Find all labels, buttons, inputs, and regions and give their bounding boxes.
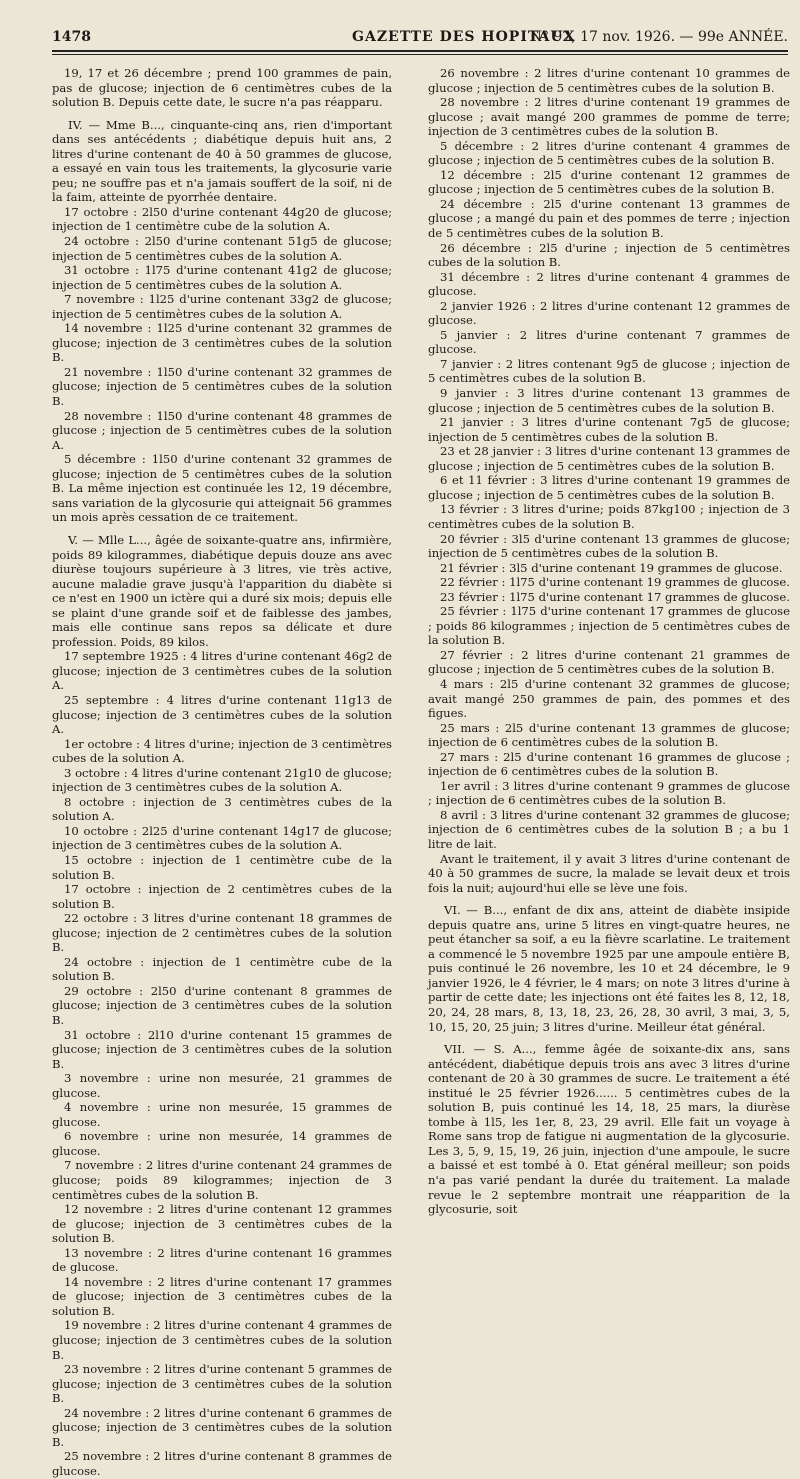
entry-paragraph: 7 novembre : 2 litres d'urine contenant 24 grammes de glucose; poids 89 kilogrammes; injection de 3 centimètres cubes de la solution B. xyxy=(52,1158,392,1202)
entry-paragraph: 28 novembre : 1l50 d'urine contenant 48 grammes de glucose ; injection de 5 centimètres cubes de la solution A. xyxy=(52,408,392,452)
issue-info: N° 92, 17 nov. 1926. — 99e ANNÉE. xyxy=(529,29,788,45)
entry-paragraph: 1er avril : 3 litres d'urine contenant 9 grammes de glucose ; injection de 6 centimètres cubes de la solution B. xyxy=(428,778,790,808)
entry-paragraph: 10 octobre : 2l25 d'urine contenant 14g17 de glucose; injection de 3 centimètres cubes de la solution A. xyxy=(52,823,392,853)
entry-paragraph: 12 décembre : 2l5 d'urine contenant 12 grammes de glucose ; injection de 5 centimètres cubes de la solution B. xyxy=(428,167,790,197)
header-rule-thin xyxy=(52,54,788,55)
entry-paragraph: 19, 17 et 26 décembre ; prend 100 grammes de pain, pas de glucose; injection de 6 centimètres cubes de la solution B. Depuis cette date, le sucre n'a pas réapparu. xyxy=(52,66,392,110)
entry-paragraph: 14 novembre : 1l25 d'urine contenant 32 grammes de glucose; injection de 3 centimètres cubes de la solution B. xyxy=(52,321,392,365)
entry-paragraph: 27 mars : 2l5 d'urine contenant 16 grammes de glucose ; injection de 6 centimètres cubes de la solution B. xyxy=(428,749,790,779)
entry-paragraph: 5 décembre : 2 litres d'urine contenant 4 grammes de glucose ; injection de 5 centimètres cubes de la solution B. xyxy=(428,138,790,168)
entry-paragraph: 6 novembre : urine non mesurée, 14 grammes de glucose. xyxy=(52,1129,392,1158)
entry-paragraph: 4 mars : 2l5 d'urine contenant 32 grammes de glucose; avait mangé 250 grammes de pain, des pommes et des figues. xyxy=(428,676,790,721)
entry-paragraph: 23 et 28 janvier : 3 litres d'urine contenant 13 grammes de glucose ; injection de 5 centimètres cubes de la solution B. xyxy=(428,444,790,473)
entry-paragraph: 5 décembre : 1l50 d'urine contenant 32 grammes de glucose; injection de 5 centimètres cubes de la solution B. La même injection est continuée les 12, 19 décembre, sans variation de la glycosurie qui atteignait 56 grammes un mois après cessation de ce traitement. xyxy=(52,452,392,525)
entry-paragraph: 25 mars : 2l5 d'urine contenant 13 grammes de glucose; injection de 6 centimètres cubes de la solution B. xyxy=(428,720,790,750)
entry-paragraph: 17 septembre 1925 : 4 litres d'urine contenant 46g2 de glucose; injection de 3 centimètres cubes de la solution A. xyxy=(52,649,392,693)
publication-title: GAZETTE DES HOPITAUX xyxy=(352,29,576,45)
entry-paragraph: 26 décembre : 2l5 d'urine ; injection de 5 centimètres cubes de la solution B. xyxy=(428,240,790,270)
entry-paragraph: 25 novembre : 2 litres d'urine contenant 8 grammes de glucose. xyxy=(52,1449,392,1478)
case-heading-paragraph: IV. — Mme B..., cinquante-cinq ans, rien d'important dans ses antécédents ; diabétique depuis huit ans, 2 litres d'urine contenant de 40 à 50 grammes de glucose, a essayé en vain tous les traitements, la glycosurie varie peu; ne souffre pas et n'a jamais souffert de la soif, ni de la faim, atteinte de pyorrhée dentaire. xyxy=(52,117,392,205)
entry-paragraph: 3 novembre : urine non mesurée, 21 grammes de glucose. xyxy=(52,1071,392,1100)
entry-paragraph: 25 septembre : 4 litres d'urine contenant 11g13 de glucose; injection de 3 centimètres cubes de la solution A. xyxy=(52,692,392,737)
entry-paragraph: 17 octobre : 2l50 d'urine contenant 44g20 de glucose; injection de 1 centimètre cube de la solution A. xyxy=(52,204,392,234)
entry-paragraph: 7 janvier : 2 litres contenant 9g5 de glucose ; injection de 5 centimètres cubes de la solution B. xyxy=(428,356,790,386)
entry-paragraph: 24 octobre : 2l50 d'urine contenant 51g5 de glucose; injection de 5 centimètres cubes de la solution A. xyxy=(52,234,392,263)
entry-paragraph: 31 octobre : 1l75 d'urine contenant 41g2 de glucose; injection de 5 centimètres cubes de la solution A. xyxy=(52,263,392,292)
case-heading-paragraph: VII. — S. A..., femme âgée de soixante-dix ans, sans antécédent, diabétique depuis trois ans avec 3 litres d'urine contenant de 20 à 30 grammes de sucre. Le traitement a été institué le 25 février 1926...... 5 centimètres cubes de la solution B, puis continué les 14, 18, 25 mars, la diurèse tombe à 1l5, les 1er, 8, 23, 29 avril. Elle fait un voyage à Rome sans trop de fatigue ni augmentation de la glycosurie. Les 3, 5, 9, 15, 19, 26 juin, injection d'une ampoule, le sucre a baissé et est tombé à 0. Etat général meilleur; son poids n'a pas varié pendant la durée du traitement. La malade revue le 2 septembre montrait une réapparition de la glycosurie, soit xyxy=(428,1042,790,1217)
entry-paragraph: 8 avril : 3 litres d'urine contenant 32 grammes de glucose; injection de 6 centimètres cubes de la solution B ; a bu 1 litre de lait. xyxy=(428,807,790,851)
entry-paragraph: 26 novembre : 2 litres d'urine contenant 10 grammes de glucose ; injection de 5 centimètres cubes de la solution B. xyxy=(428,66,790,95)
entry-paragraph: 2 janvier 1926 : 2 litres d'urine contenant 12 grammes de glucose. xyxy=(428,298,790,328)
entry-paragraph: 31 octobre : 2l10 d'urine contenant 15 grammes de glucose; injection de 3 centimètres cubes de la solution B. xyxy=(52,1027,392,1071)
entry-paragraph: 12 novembre : 2 litres d'urine contenant 12 grammes de glucose; injection de 3 centimètres cubes de la solution B. xyxy=(52,1202,392,1246)
entry-paragraph: 21 février : 3l5 d'urine contenant 19 grammes de glucose. xyxy=(440,560,783,575)
entry-paragraph: 23 février : 1l75 d'urine contenant 17 grammes de glucose. xyxy=(440,589,790,604)
entry-paragraph: 14 novembre : 2 litres d'urine contenant 17 grammes de glucose; injection de 3 centimètres cubes de la solution B. xyxy=(52,1274,392,1318)
entry-paragraph: 13 février : 3 litres d'urine; poids 87kg100 ; injection de 3 centimètres cubes de la solution B. xyxy=(428,502,790,531)
entry-paragraph: 27 février : 2 litres d'urine contenant 21 grammes de glucose ; injection de 5 centimètres cubes de la solution B. xyxy=(428,647,790,677)
header-rule-thick xyxy=(52,50,788,52)
entry-paragraph: 8 octobre : injection de 3 centimètres cubes de la solution A. xyxy=(52,794,392,824)
entry-paragraph: 20 février : 3l5 d'urine contenant 13 grammes de glucose; injection de 5 centimètres cubes de la solution B. xyxy=(428,531,790,561)
entry-paragraph: 28 novembre : 2 litres d'urine contenant 19 grammes de glucose ; avait mangé 200 grammes de pomme de terre; injection de 3 centimètres cubes de la solution B. xyxy=(428,95,790,139)
entry-paragraph: 21 novembre : 1l50 d'urine contenant 32 grammes de glucose; injection de 5 centimètres cubes de la solution B. xyxy=(52,364,392,409)
entry-paragraph: 24 octobre : injection de 1 centimètre cube de la solution B. xyxy=(52,954,392,984)
entry-paragraph: 25 février : 1l75 d'urine contenant 17 grammes de glucose ; poids 86 kilogrammes ; injection de 5 centimètres cubes de la solution B. xyxy=(428,604,790,648)
case-heading-paragraph: V. — Mlle L..., âgée de soixante-quatre ans, infirmière, poids 89 kilogrammes, diabétique depuis douze ans avec diurèse toujours supérieure à 3 litres, vie très active, aucune maladie grave jusqu'à l'apparition du diabète si ce n'est en 1900 un ictère qui a duré six mois; depuis elle se plaint d'une grande soif et de faiblesse des jambes, mais elle continue sans repos sa délicate et dure profession. Poids, 89 kilos. xyxy=(52,532,392,649)
page-header xyxy=(52,26,788,48)
entry-paragraph: 23 novembre : 2 litres d'urine contenant 5 grammes de glucose; injection de 3 centimètres cubes de la solution B. xyxy=(52,1362,392,1406)
entry-paragraph: 22 février : 1l75 d'urine contenant 19 grammes de glucose. xyxy=(440,575,790,590)
entry-paragraph: 22 octobre : 3 litres d'urine contenant 18 grammes de glucose; injection de 2 centimètres cubes de la solution B. xyxy=(52,911,392,955)
entry-paragraph: 6 et 11 février : 3 litres d'urine contenant 19 grammes de glucose ; injection de 5 centimètres cubes de la solution B. xyxy=(428,473,790,502)
entry-paragraph: 4 novembre : urine non mesurée, 15 grammes de glucose. xyxy=(52,1100,392,1129)
entry-paragraph: 13 novembre : 2 litres d'urine contenant 16 grammes de glucose. xyxy=(52,1245,392,1275)
entry-paragraph: 7 novembre : 1l25 d'urine contenant 33g2 de glucose; injection de 5 centimètres cubes de la solution A. xyxy=(52,292,392,321)
entry-paragraph: 31 décembre : 2 litres d'urine contenant 4 grammes de glucose. xyxy=(428,269,790,299)
entry-paragraph: 19 novembre : 2 litres d'urine contenant 4 grammes de glucose; injection de 3 centimètres cubes de la solution B. xyxy=(52,1318,392,1362)
case-heading-paragraph: VI. — B..., enfant de dix ans, atteint de diabète insipide depuis quatre ans, urine 5 litres en vingt-quatre heures, ne peut étancher sa soif, a eu la fièvre scarlatine. Le traitement a commencé le 5 novembre 1925 par une ampoule entière B, puis continué le 26 novembre, les 10 et 24 décembre, le 9 janvier 1926, le 4 février, le 4 mars; on note 3 litres d'urine à partir de cette date; les injections ont été faites les 8, 12, 18, 20, 24, 28 mars, 8, 13, 18, 23, 26, 28, 30 avril, 3 mai, 3, 5, 10, 15, 20, 25 juin; 3 litres d'urine. Meilleur état général. xyxy=(428,903,790,1034)
left-column xyxy=(52,66,392,1478)
entry-paragraph: 3 octobre : 4 litres d'urine contenant 21g10 de glucose; injection de 3 centimètres cubes de la solution A. xyxy=(52,765,392,795)
entry-paragraph: 24 décembre : 2l5 d'urine contenant 13 grammes de glucose ; a mangé du pain et des pommes de terre ; injection de 5 centimètres cubes de la solution B. xyxy=(428,196,790,241)
entry-paragraph: 5 janvier : 2 litres d'urine contenant 7 grammes de glucose. xyxy=(428,327,790,357)
entry-paragraph: 24 novembre : 2 litres d'urine contenant 6 grammes de glucose; injection de 3 centimètres cubes de la solution B. xyxy=(52,1405,392,1449)
entry-paragraph: 9 janvier : 3 litres d'urine contenant 13 grammes de glucose ; injection de 5 centimètres cubes de la solution B. xyxy=(428,386,790,415)
entry-paragraph: 17 octobre : injection de 2 centimètres cubes de la solution B. xyxy=(52,882,392,911)
right-column xyxy=(428,66,790,1217)
page-number: 1478 xyxy=(52,29,91,45)
entry-paragraph: Avant le traitement, il y avait 3 litres d'urine contenant de 40 à 50 grammes de sucre, la malade se levait deux et trois fois la nuit; aujourd'hui elle se lève une fois. xyxy=(428,851,790,895)
entry-paragraph: 29 octobre : 2l50 d'urine contenant 8 grammes de glucose; injection de 3 centimètres cubes de la solution B. xyxy=(52,983,392,1027)
entry-paragraph: 1er octobre : 4 litres d'urine; injection de 3 centimètres cubes de la solution A. xyxy=(52,736,392,766)
entry-paragraph: 15 octobre : injection de 1 centimètre cube de la solution B. xyxy=(52,852,392,882)
entry-paragraph: 21 janvier : 3 litres d'urine contenant 7g5 de glucose; injection de 5 centimètres cubes de la solution B. xyxy=(428,415,790,444)
